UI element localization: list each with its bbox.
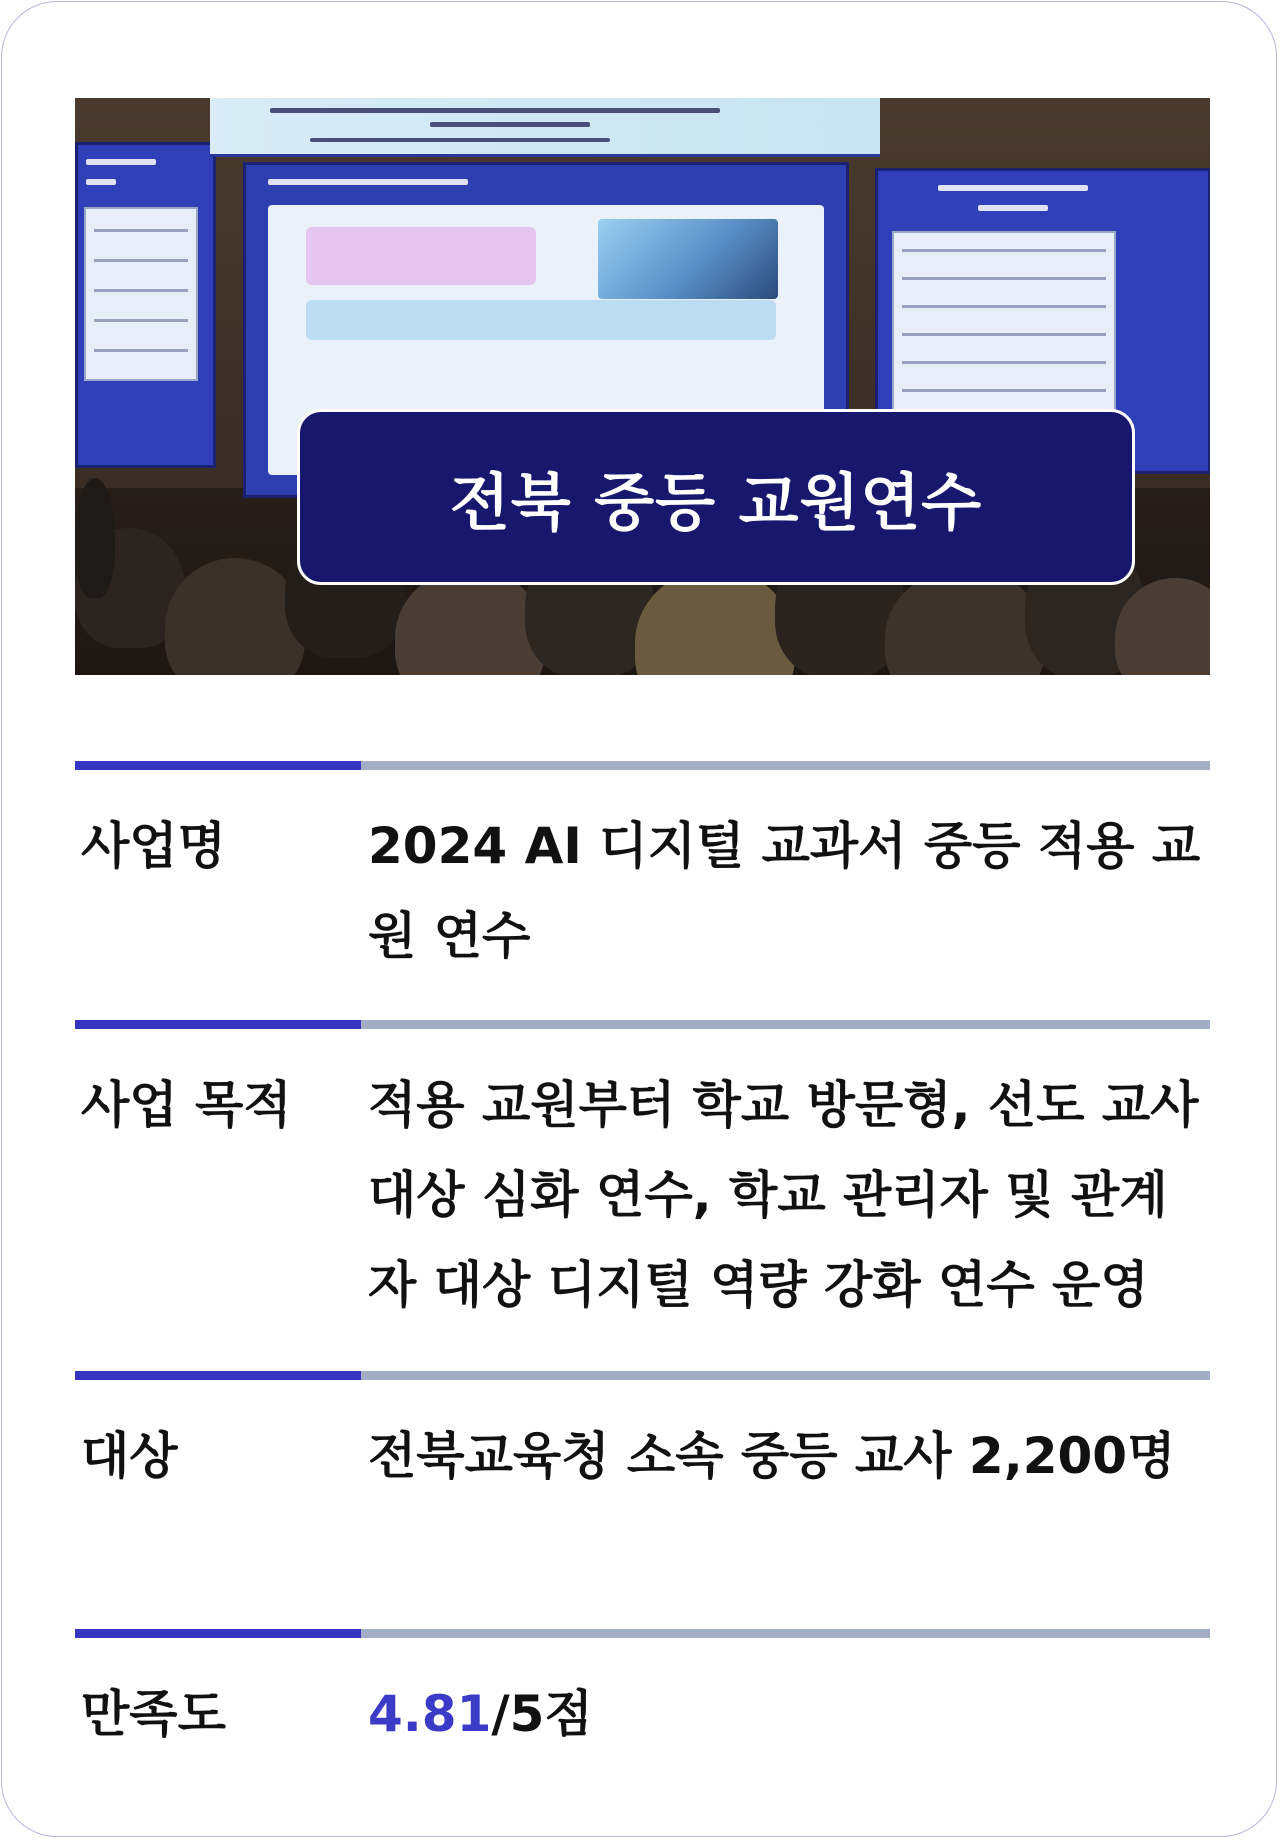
row-divider <box>75 761 1210 770</box>
row-divider <box>75 1629 1210 1638</box>
score-value: 4.81 <box>368 1685 492 1743</box>
row-divider <box>75 1020 1210 1029</box>
row-label: 사업 목적 <box>81 1076 292 1134</box>
row-label: 대상 <box>81 1427 178 1485</box>
row-label: 사업명 <box>81 817 226 875</box>
row-divider <box>75 1371 1210 1380</box>
info-card <box>1 1 1277 1837</box>
row-value: 2024 AI 디지털 교과서 중등 적용 교원 연수 <box>368 817 1201 965</box>
event-banner <box>210 98 880 157</box>
satisfaction-score <box>368 1669 1210 1759</box>
slide-image <box>598 219 778 299</box>
row-value: 전북교육청 소속 중등 교사 2,200명 <box>368 1427 1176 1485</box>
hero-title-banner: 전북 중등 교원연수 <box>297 409 1135 585</box>
left-screen <box>75 142 216 468</box>
row-value: 적용 교원부터 학교 방문형, 선도 교사 대상 심화 연수, 학교 관리자 및 관계자 대상 디지털 역량 강화 연수 운영 <box>368 1076 1199 1314</box>
row-label: 만족도 <box>81 1685 226 1743</box>
score-suffix: /5점 <box>491 1685 593 1743</box>
hero-photo <box>75 98 1210 675</box>
